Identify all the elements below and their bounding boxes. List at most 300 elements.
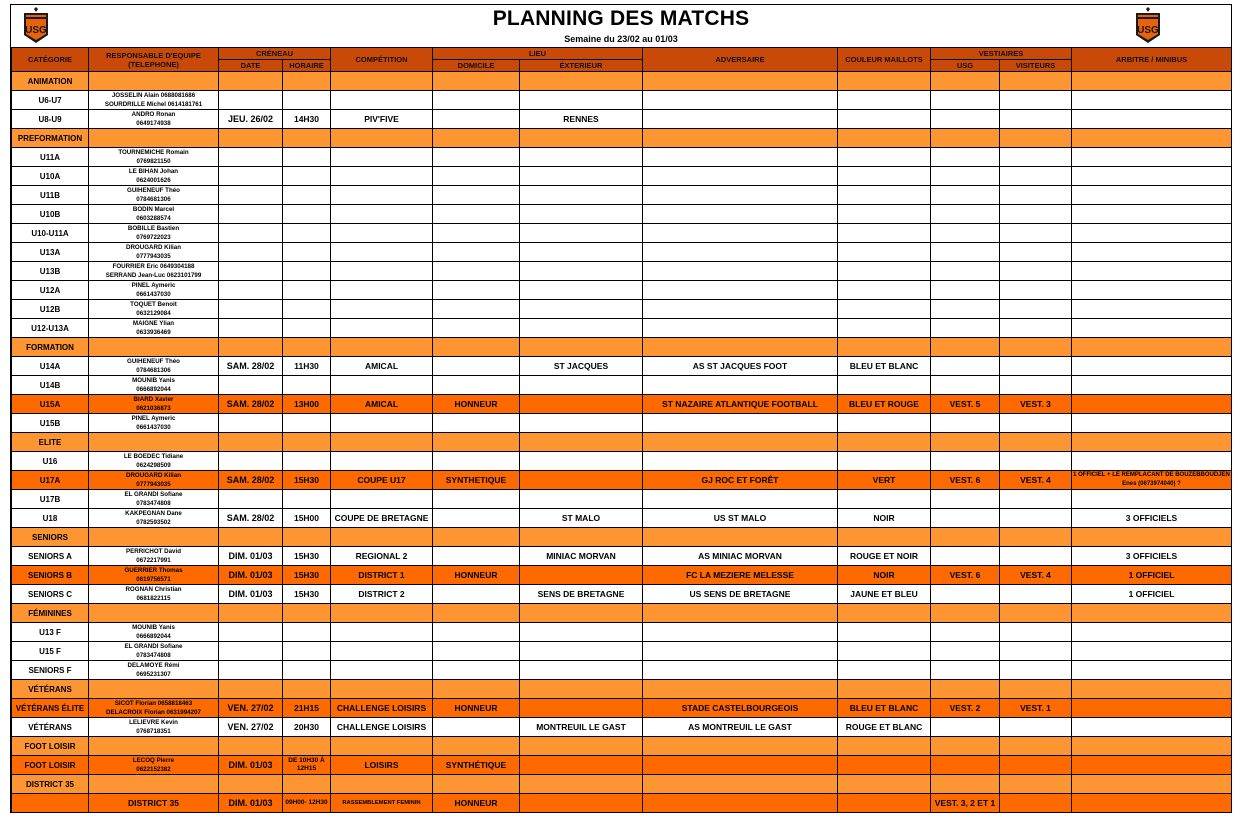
cell-arbitre: 1 OFFICIEL + LE REMPLACANT DE BOUZEBBOUDJEN Enes (0673974040) ? [1072,471,1232,490]
cell-adversaire: STADE CASTELBOURGEOIS [643,699,838,718]
cell-exterieur [520,148,643,167]
empty-cell [89,737,219,756]
cell-domicile [433,186,520,205]
cell-usg [931,205,1000,224]
cell-couleur [838,243,931,262]
cell-domicile [433,718,520,737]
col-header-horaire: HORAIRE [283,60,331,72]
empty-cell [1072,680,1232,699]
section-row [12,129,1232,148]
empty-cell [283,72,331,91]
cell-horaire: 15H30 [283,471,331,490]
empty-cell [520,775,643,794]
section-row [12,528,1232,547]
team-category: VÉTÉRANS ÉLITE [12,699,89,718]
cell-adversaire [643,319,838,338]
cell-couleur [838,148,931,167]
cell-visiteurs: VEST. 4 [1000,566,1072,585]
cell-horaire [283,167,331,186]
manager-line-2: 0624001626 [136,177,171,184]
cell-date [219,205,283,224]
empty-cell [931,775,1000,794]
team-category: U12-U13A [12,319,89,338]
cell-date [219,661,283,680]
cell-horaire [283,148,331,167]
manager-line-1: MOUNIB Yanis [132,377,175,384]
cell-exterieur [520,205,643,224]
empty-cell [89,72,219,91]
cell-date: DIM. 01/03 [219,585,283,604]
manager-line-1: DROUGARD Kilian [125,472,181,479]
cell-date [219,376,283,395]
empty-cell [520,72,643,91]
team-row [12,718,1232,737]
cell-competition: CHALLENGE LOISIRS [331,699,433,718]
cell-competition [331,262,433,281]
empty-cell [433,72,520,91]
cell-exterieur [520,186,643,205]
cell-visiteurs [1000,281,1072,300]
cell-domicile [433,224,520,243]
team-row [12,357,1232,376]
cell-date [219,224,283,243]
cell-arbitre [1072,414,1232,433]
manager-line-2: DELACROIX Florian 0631994207 [106,709,201,716]
cell-date: DIM. 01/03 [219,547,283,566]
cell-usg [931,186,1000,205]
col-header-competition: COMPÉTITION [331,48,433,72]
manager-line-2: 0784681306 [136,196,171,203]
manager-line-2: 0661437030 [136,424,171,431]
empty-cell [838,129,931,148]
team-manager [89,585,219,604]
col-header-date: DATE [219,60,283,72]
cell-date: SAM. 28/02 [219,357,283,376]
cell-usg: VEST. 5 [931,395,1000,414]
cell-exterieur [520,319,643,338]
empty-cell [433,129,520,148]
week-subtitle: Semaine du 23/02 au 01/03 [564,34,678,44]
team-manager [89,509,219,528]
empty-cell [219,129,283,148]
cell-horaire [283,376,331,395]
manager-line-1: LELIEVRE Kevin [129,719,178,726]
cell-date [219,186,283,205]
cell-adversaire: GJ ROC ET FORÊT [643,471,838,490]
team-row [12,699,1232,718]
empty-cell [331,737,433,756]
team-category: U13 F [12,623,89,642]
cell-adversaire [643,167,838,186]
cell-visiteurs [1000,376,1072,395]
cell-competition: DISTRICT 1 [331,566,433,585]
empty-cell [89,528,219,547]
cell-usg [931,661,1000,680]
empty-cell [1000,528,1072,547]
cell-arbitre [1072,452,1232,471]
cell-usg [931,262,1000,281]
cell-arbitre: 3 OFFICIELS [1072,509,1232,528]
manager-line-2: 0768718351 [136,728,171,735]
cell-exterieur [520,91,643,110]
cell-horaire: DE 10H30 À 12H15 [283,756,331,775]
cell-usg: VEST. 6 [931,471,1000,490]
cell-domicile: HONNEUR [433,395,520,414]
empty-cell [520,680,643,699]
cell-exterieur [520,699,643,718]
team-manager [89,376,219,395]
cell-competition [331,490,433,509]
cell-domicile [433,300,520,319]
cell-competition: CHALLENGE LOISIRS [331,718,433,737]
manager-line-2: 0661437030 [136,291,171,298]
empty-cell [1000,775,1072,794]
manager-line-2: 0622152382 [136,766,171,773]
cell-exterieur [520,262,643,281]
cell-domicile [433,262,520,281]
cell-competition [331,91,433,110]
team-row [12,205,1232,224]
cell-adversaire [643,642,838,661]
cell-arbitre [1072,243,1232,262]
cell-exterieur: MINIAC MORVAN [520,547,643,566]
cell-couleur: BLEU ET ROUGE [838,395,931,414]
club-logo-icon [1133,7,1163,45]
cell-usg [931,547,1000,566]
cell-date [219,319,283,338]
section-label: SENIORS [12,528,89,547]
cell-date: DIM. 01/03 [219,756,283,775]
cell-adversaire [643,490,838,509]
cell-couleur [838,414,931,433]
cell-arbitre [1072,281,1232,300]
cell-adversaire [643,91,838,110]
cell-domicile: SYNTHÉTIQUE [433,756,520,775]
col-header-categorie: CATÉGORIE [12,48,89,72]
cell-visiteurs [1000,319,1072,338]
empty-cell [331,433,433,452]
cell-adversaire [643,756,838,775]
section-label: FOOT LOISIR [12,737,89,756]
section-label: ANIMATION [12,72,89,91]
cell-domicile [433,585,520,604]
team-category: U10-U11A [12,224,89,243]
cell-couleur: NOIR [838,566,931,585]
cell-visiteurs [1000,205,1072,224]
cell-arbitre: 3 OFFICIELS [1072,547,1232,566]
team-row [12,623,1232,642]
manager-line-2: 0666892044 [136,633,171,640]
cell-domicile [433,547,520,566]
cell-exterieur: RENNES [520,110,643,129]
cell-usg [931,224,1000,243]
cell-arbitre [1072,110,1232,129]
cell-domicile [433,281,520,300]
manager-line-1: FOURRIER Eric 0649304188 [112,263,195,270]
team-category: U15B [12,414,89,433]
team-row [12,547,1232,566]
manager-line-2: 0695231307 [136,671,171,678]
cell-domicile [433,357,520,376]
cell-usg [931,623,1000,642]
team-manager [89,167,219,186]
team-row [12,148,1232,167]
manager-line-1: JOSSELIN Alain 0688081686 [111,92,196,99]
cell-usg [931,585,1000,604]
manager-line-1: EL GRANDI Sofiane [124,643,183,650]
cell-domicile [433,490,520,509]
cell-date: DIM. 01/03 [219,566,283,585]
page-title: PLANNING DES MATCHS [492,7,750,30]
manager-line-1: GUERRIER Thomas [124,567,183,574]
cell-arbitre [1072,661,1232,680]
team-row [12,585,1232,604]
empty-cell [283,528,331,547]
cell-usg [931,452,1000,471]
cell-adversaire [643,186,838,205]
cell-horaire [283,642,331,661]
cell-visiteurs: VEST. 4 [1000,471,1072,490]
col-header-responsable [89,48,219,72]
cell-exterieur: MONTREUIL LE GAST [520,718,643,737]
section-row [12,338,1232,357]
manager-line-1: KAKPEGNAN Dane [125,510,182,517]
cell-date [219,243,283,262]
manager-line-2: 0633936469 [136,329,171,336]
team-category: SENIORS F [12,661,89,680]
cell-couleur [838,376,931,395]
section-row [12,680,1232,699]
cell-adversaire [643,661,838,680]
team-manager [89,224,219,243]
cell-date [219,414,283,433]
cell-visiteurs [1000,623,1072,642]
empty-cell [219,338,283,357]
cell-date [219,167,283,186]
cell-adversaire [643,262,838,281]
cell-competition: RASSEMBLEMENT FEMININ [331,794,433,813]
empty-cell [283,680,331,699]
cell-usg [931,148,1000,167]
team-category: U12B [12,300,89,319]
cell-couleur: JAUNE ET BLEU [838,585,931,604]
cell-arbitre [1072,205,1232,224]
team-category: U14B [12,376,89,395]
section-row [12,72,1232,91]
cell-competition [331,452,433,471]
team-manager [89,547,219,566]
empty-cell [1072,338,1232,357]
cell-visiteurs: VEST. 1 [1000,699,1072,718]
cell-usg [931,243,1000,262]
team-row [12,186,1232,205]
manager-line-1: TOQUET Benoit [130,301,177,308]
cell-competition: PIV'FIVE [331,110,433,129]
team-category: U15A [12,395,89,414]
empty-cell [89,775,219,794]
empty-cell [1072,433,1232,452]
manager-line-2: 0777943035 [136,481,171,488]
empty-cell [643,72,838,91]
col-header-couleur: COULEUR MAILLOTS [838,48,931,72]
cell-date [219,148,283,167]
cell-couleur [838,186,931,205]
cell-competition: AMICAL [331,357,433,376]
cell-horaire [283,452,331,471]
team-category: U14A [12,357,89,376]
team-category: U18 [12,509,89,528]
cell-visiteurs [1000,414,1072,433]
team-manager [89,794,219,813]
cell-couleur [838,490,931,509]
cell-competition [331,642,433,661]
empty-cell [643,737,838,756]
empty-cell [433,775,520,794]
team-category: U17A [12,471,89,490]
cell-usg: VEST. 6 [931,566,1000,585]
cell-adversaire [643,243,838,262]
team-row [12,319,1232,338]
cell-horaire [283,414,331,433]
team-manager [89,490,219,509]
cell-usg [931,319,1000,338]
empty-cell [1000,129,1072,148]
manager-line-1: LECOQ Pierre [132,757,175,764]
section-label: FÉMININES [12,604,89,623]
manager-line-1: EL GRANDI Sofiane [124,491,183,498]
manager-line-1: PINEL Aymeric [131,282,176,289]
cell-adversaire [643,794,838,813]
cell-exterieur [520,395,643,414]
team-category: U10B [12,205,89,224]
cell-visiteurs [1000,110,1072,129]
empty-cell [331,338,433,357]
manager-line-2: SOURDRILLE Michel 0614181761 [104,101,203,108]
empty-cell [931,604,1000,623]
team-row [12,110,1232,129]
team-manager [89,243,219,262]
empty-cell [643,604,838,623]
cell-horaire [283,243,331,262]
cell-adversaire: ST NAZAIRE ATLANTIQUE FOOTBALL [643,395,838,414]
cell-adversaire: AS MINIAC MORVAN [643,547,838,566]
section-label: VÉTÉRANS [12,680,89,699]
empty-cell [643,680,838,699]
empty-cell [931,737,1000,756]
cell-visiteurs [1000,357,1072,376]
empty-cell [931,680,1000,699]
cell-arbitre [1072,224,1232,243]
cell-exterieur [520,756,643,775]
team-manager [89,91,219,110]
cell-arbitre: 1 OFFICIEL [1072,566,1232,585]
empty-cell [89,680,219,699]
manager-line-1: BIARD Xavier [133,396,174,403]
empty-cell [331,129,433,148]
cell-exterieur [520,794,643,813]
cell-visiteurs [1000,148,1072,167]
team-manager [89,300,219,319]
cell-couleur [838,756,931,775]
cell-domicile [433,110,520,129]
cell-horaire [283,319,331,338]
team-manager [89,756,219,775]
cell-exterieur [520,224,643,243]
empty-cell [331,528,433,547]
match-schedule-table [11,47,1232,813]
cell-arbitre [1072,756,1232,775]
cell-domicile [433,148,520,167]
manager-line-1: ANDRO Ronan [131,111,176,118]
team-category: U6-U7 [12,91,89,110]
cell-couleur [838,262,931,281]
cell-arbitre [1072,490,1232,509]
cell-arbitre [1072,357,1232,376]
col-header-creneau: CRÉNEAU [219,48,331,60]
empty-cell [643,338,838,357]
cell-competition [331,623,433,642]
cell-horaire: 11H30 [283,357,331,376]
empty-cell [433,680,520,699]
cell-usg [931,376,1000,395]
manager-line-1: PINEL Aymeric [131,415,176,422]
cell-horaire [283,91,331,110]
team-row [12,661,1232,680]
cell-couleur [838,167,931,186]
cell-usg: VEST. 2 [931,699,1000,718]
cell-date [219,490,283,509]
empty-cell [643,775,838,794]
empty-cell [283,737,331,756]
cell-date [219,300,283,319]
cell-adversaire: FC LA MEZIERE MELESSE [643,566,838,585]
manager-line-2: 0666892044 [136,386,171,393]
team-row [12,642,1232,661]
cell-usg [931,490,1000,509]
cell-arbitre [1072,376,1232,395]
cell-exterieur [520,566,643,585]
empty-cell [1000,72,1072,91]
cell-usg [931,91,1000,110]
empty-cell [520,433,643,452]
manager-line-1: ROGNAN Christian [125,586,182,593]
cell-horaire: 21H15 [283,699,331,718]
cell-competition [331,148,433,167]
manager-line-2: 0619756571 [136,576,171,583]
cell-couleur: ROUGE ET BLANC [838,718,931,737]
team-category: U17B [12,490,89,509]
cell-couleur [838,661,931,680]
cell-visiteurs [1000,509,1072,528]
cell-competition [331,376,433,395]
empty-cell [1000,604,1072,623]
cell-couleur [838,224,931,243]
cell-exterieur [520,376,643,395]
section-label: FORMATION [12,338,89,357]
team-category: U8-U9 [12,110,89,129]
cell-adversaire [643,414,838,433]
cell-couleur [838,205,931,224]
cell-horaire [283,661,331,680]
cell-competition [331,186,433,205]
cell-arbitre: 1 OFFICIEL [1072,585,1232,604]
team-manager [89,262,219,281]
team-manager [89,319,219,338]
empty-cell [520,604,643,623]
team-category: SENIORS A [12,547,89,566]
cell-adversaire [643,281,838,300]
empty-cell [1072,737,1232,756]
